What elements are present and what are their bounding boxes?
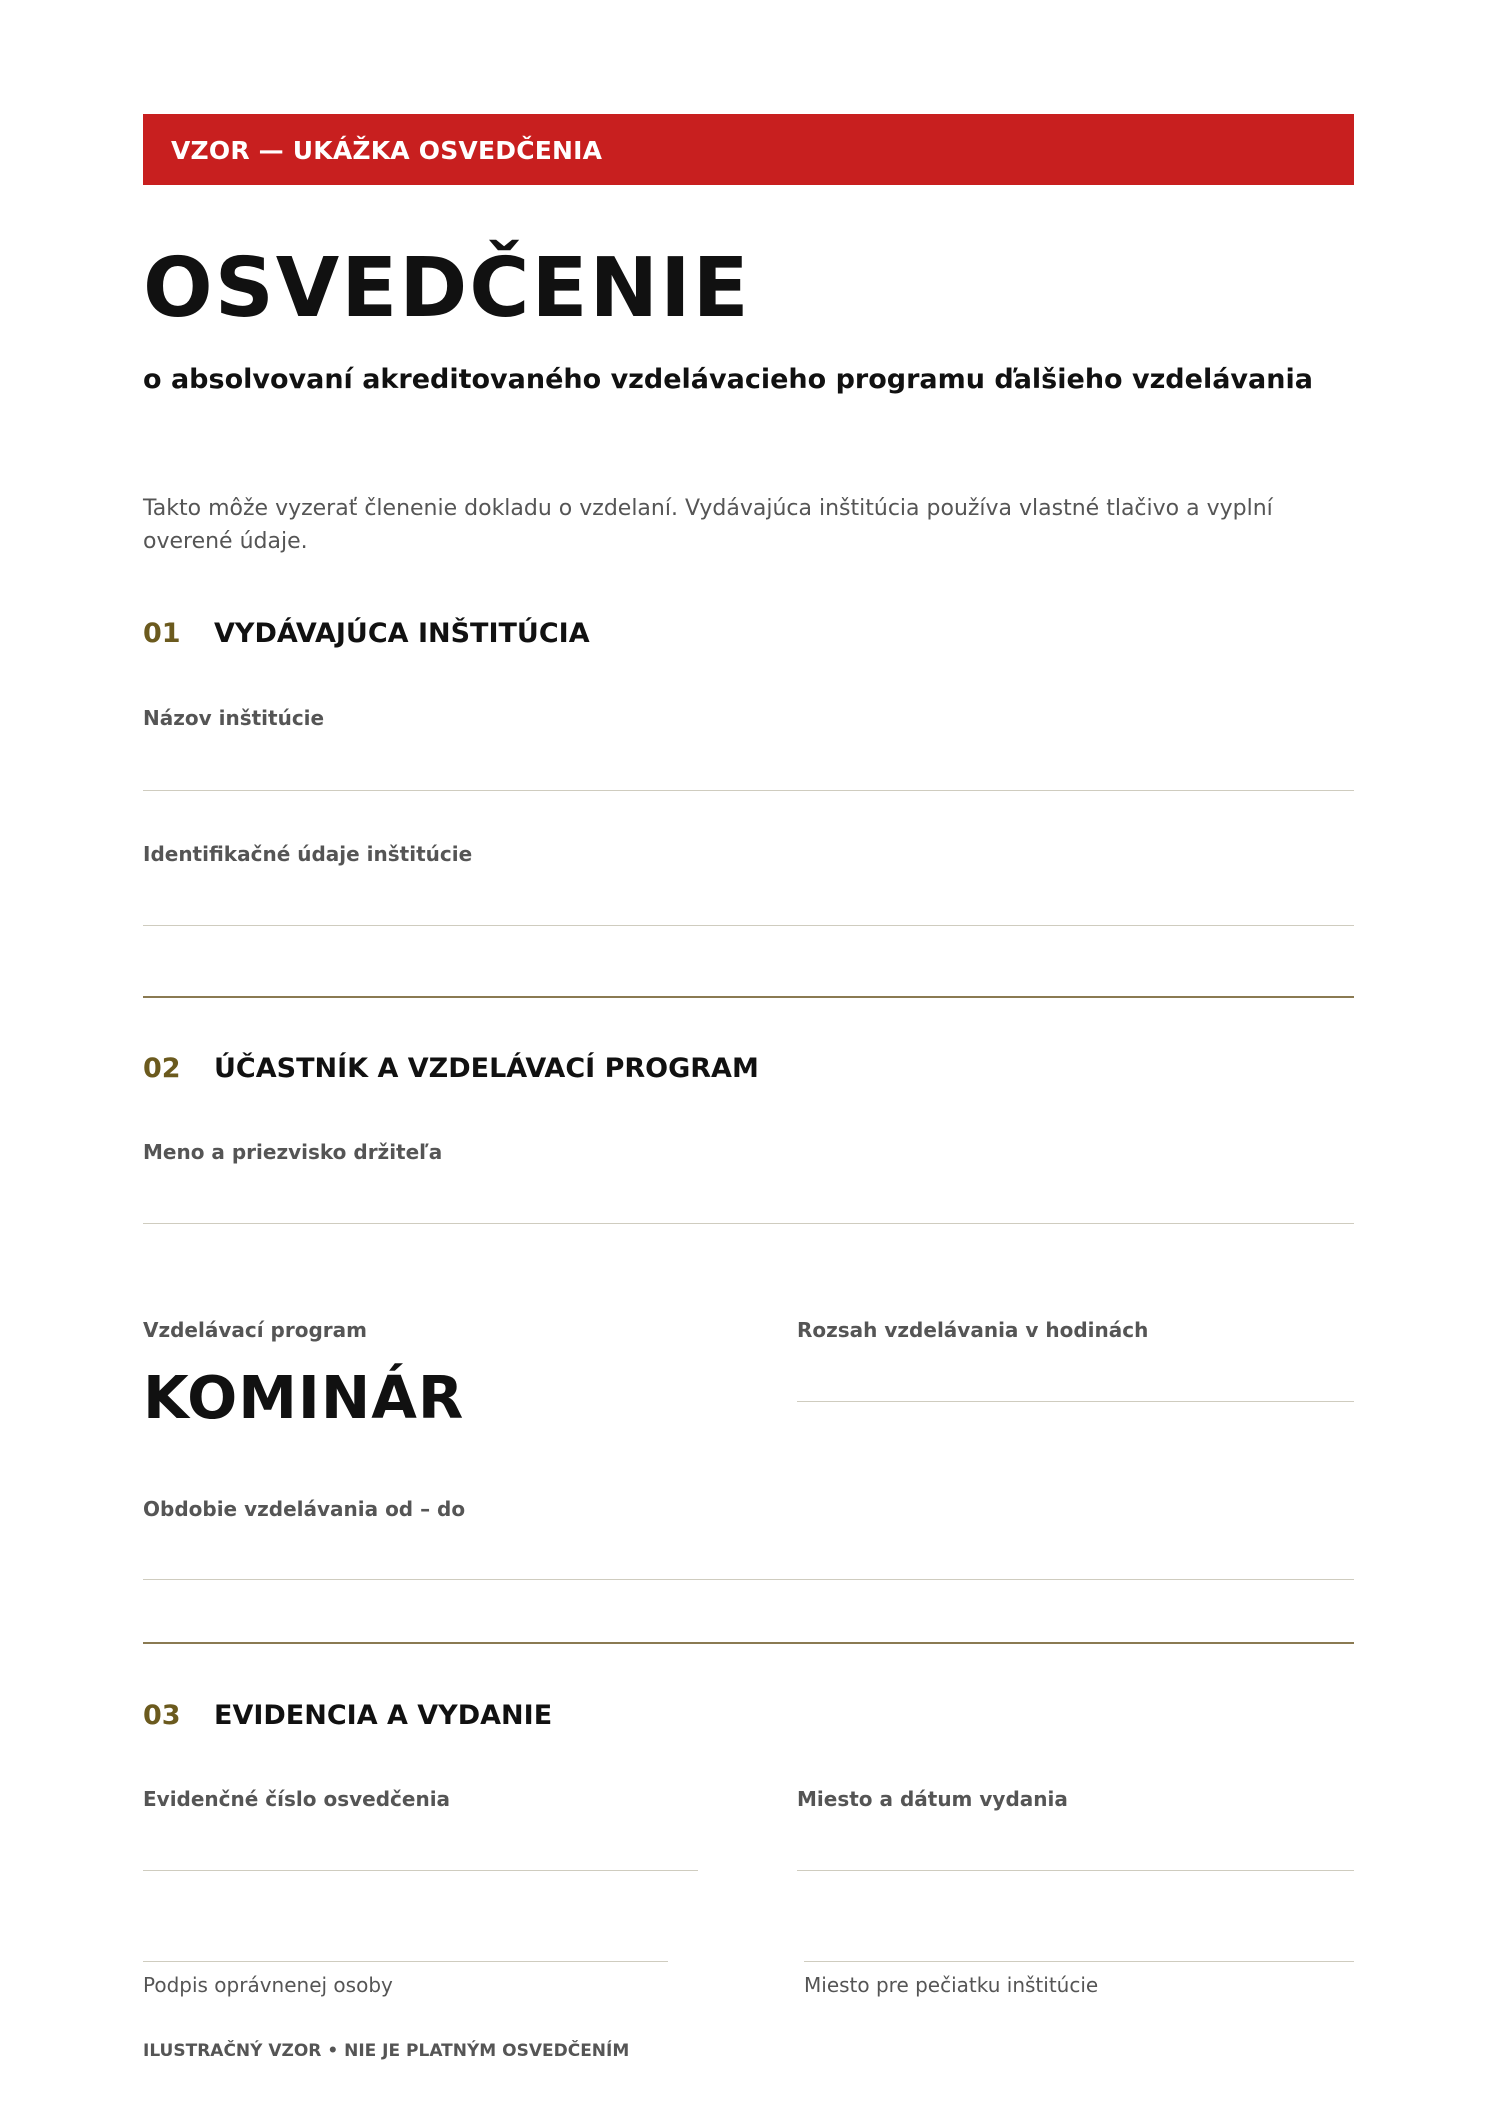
field-label-period: Obdobie vzdelávania od – do	[143, 1497, 466, 1521]
field-label-issue-place-date: Miesto a dátum vydania	[797, 1787, 1068, 1811]
field-label-hours: Rozsah vzdelávania v hodinách	[797, 1318, 1149, 1342]
field-label-institution-name: Názov inštitúcie	[143, 706, 325, 730]
section-divider	[143, 1642, 1354, 1644]
section-title: EVIDENCIA A VYDANIE	[214, 1700, 553, 1731]
sample-banner	[143, 114, 1354, 185]
field-line-issue-place-date[interactable]	[797, 1870, 1354, 1871]
stamp-line[interactable]	[804, 1961, 1354, 1962]
field-line-institution-id[interactable]	[143, 925, 1354, 926]
field-label-holder-name: Meno a priezvisko držiteľa	[143, 1140, 443, 1164]
document-title: OSVEDČENIE	[143, 241, 751, 336]
sample-banner-text: VZOR — UKÁŽKA OSVEDČENIA	[171, 136, 603, 165]
section-divider	[143, 996, 1354, 998]
field-line-registration-number[interactable]	[143, 1870, 698, 1871]
document-subtitle: o absolvovaní akreditovaného vzdelávacieho programu ďalšieho vzdelávania	[143, 364, 1313, 395]
section-title: ÚČASTNÍK A VZDELÁVACÍ PROGRAM	[214, 1053, 759, 1084]
program-value: KOMINÁR	[143, 1363, 465, 1432]
field-label-institution-id: Identifikačné údaje inštitúcie	[143, 842, 473, 866]
field-line-holder-name[interactable]	[143, 1223, 1354, 1224]
signature-label: Podpis oprávnenej osoby	[143, 1973, 393, 1997]
section-number: 02	[143, 1053, 181, 1084]
field-line-period[interactable]	[143, 1579, 1354, 1580]
field-label-program: Vzdelávací program	[143, 1318, 367, 1342]
intro-text: Takto môže vyzerať členenie dokladu o vzdelaní. Vydávajúca inštitúcia používa vlastné tlačivo a vyplní overené údaje.	[143, 496, 1273, 554]
section-number: 03	[143, 1700, 181, 1731]
field-line-institution-name[interactable]	[143, 790, 1354, 791]
signature-line[interactable]	[143, 1961, 668, 1962]
field-line-hours[interactable]	[797, 1401, 1354, 1402]
section-number: 01	[143, 618, 181, 649]
field-label-registration-number: Evidenčné číslo osvedčenia	[143, 1787, 451, 1811]
section-title: VYDÁVAJÚCA INŠTITÚCIA	[214, 618, 590, 649]
stamp-label: Miesto pre pečiatku inštitúcie	[804, 1973, 1099, 1997]
footer-disclaimer: ILUSTRAČNÝ VZOR • NIE JE PLATNÝM OSVEDČENÍM	[143, 2041, 630, 2061]
